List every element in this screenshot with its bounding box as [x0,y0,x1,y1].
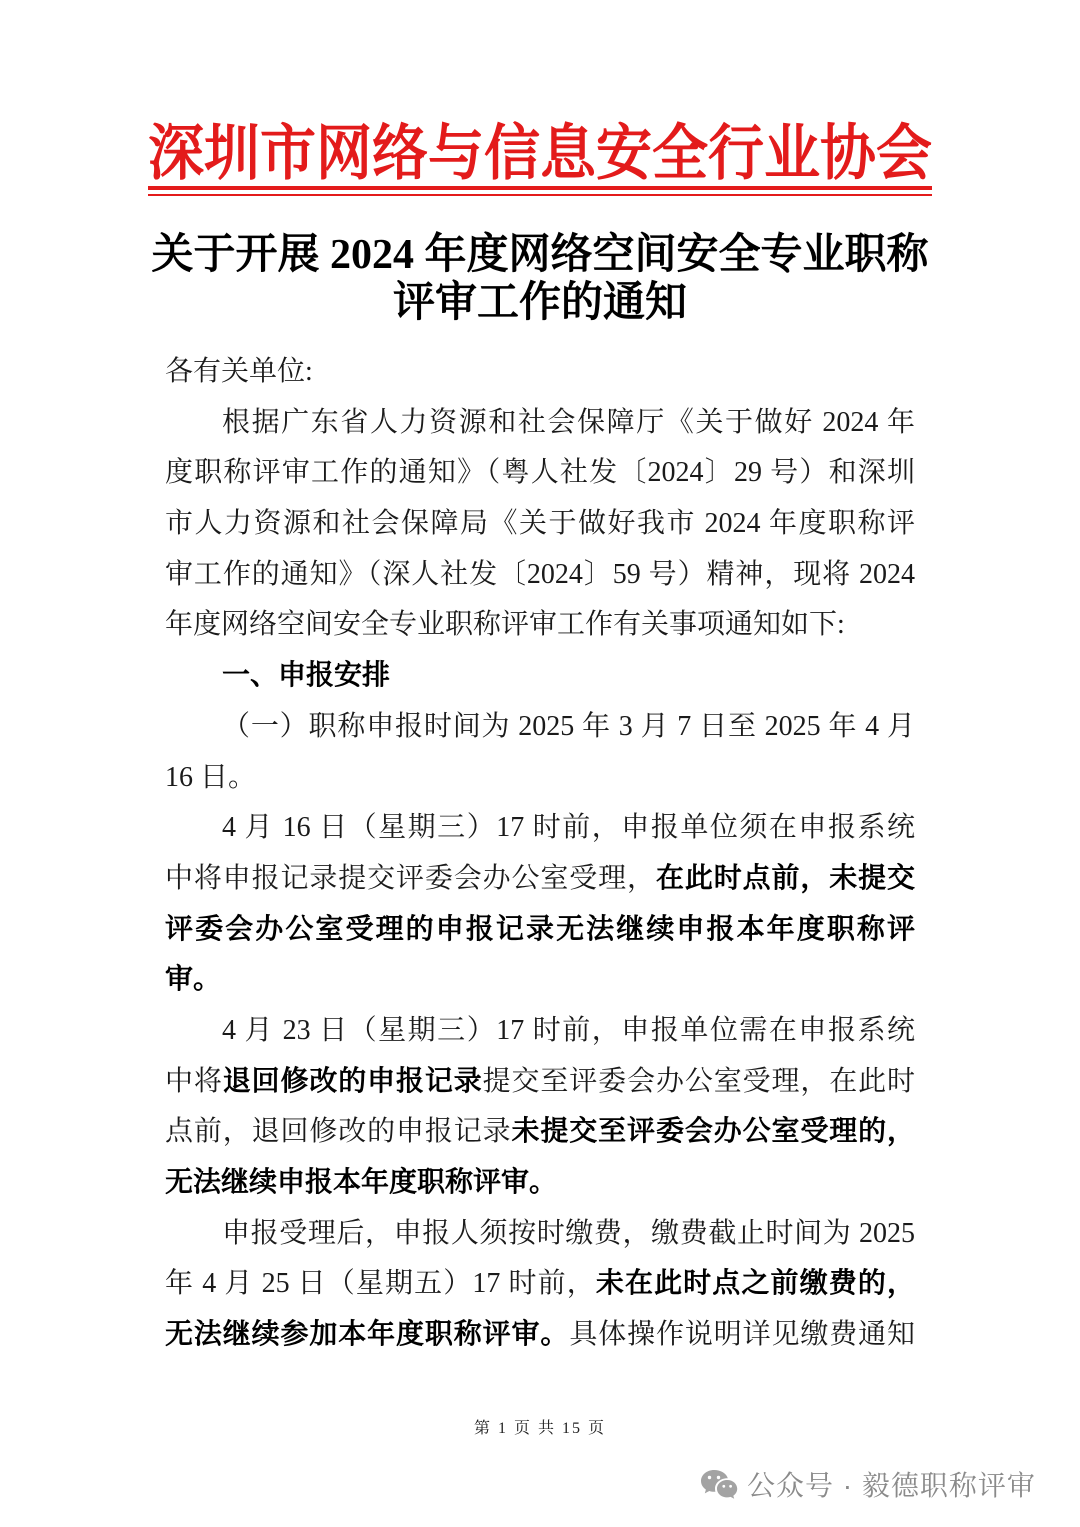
application-period-paragraph [165,702,915,803]
text-line [165,803,915,854]
section-heading: 一、申报安排 [222,660,391,692]
emphasis-text: 未在此时点之前缴费的， [595,1268,915,1300]
notice-body [165,347,915,1361]
resubmission-deadline-paragraph [165,1006,915,1209]
payment-deadline-paragraph [165,1209,915,1361]
text-line [165,1259,915,1310]
letterhead-rule-thin [148,194,932,196]
text-line [165,905,915,956]
text-segment: 中将申报记录提交评委会办公室受理， [165,862,656,894]
notice-title-line: 评审工作的通知 [392,280,687,326]
organization-name: 深圳市网络与信息安全行业协会 [148,118,932,187]
submission-deadline-paragraph [165,803,915,1006]
notice-title [0,231,1080,327]
letterhead-rule-thick [148,186,932,190]
text-line: 根据广东省人力资源和社会保障厅《关于做好 2024 年 [222,406,915,438]
salutation: 各有关单位: [165,356,313,387]
text-line: （一）职称申报时间为 2025 年 3 月 7 日至 2025 年 4 月 [222,710,915,742]
text-line [165,1107,915,1158]
text-line [165,854,915,905]
text-line: 年度网络空间安全专业职称评审工作有关事项通知如下: [165,609,845,641]
text-line [165,955,915,1006]
text-line: 度职称评审工作的通知》（粤人社发〔2024〕29 号）和深圳 [165,457,915,489]
text-segment: 中将 [165,1065,223,1097]
text-line [165,1209,915,1260]
emphasis-text: 审。 [165,964,222,996]
emphasis-text: 评委会办公室受理的申报记录无法继续申报本年度职称评 [165,913,915,945]
text-line [165,1158,915,1209]
text-line [165,1057,915,1108]
notice-title-line: 关于开展 2024 年度网络空间安全专业职称 [151,232,929,278]
text-segment: 提交至评委会办公室受理，在此时 [482,1065,915,1097]
text-line: 16 日。 [165,761,257,793]
wechat-watermark [700,1464,1036,1504]
wechat-icon [700,1468,738,1501]
emphasis-text: 未提交至评委会办公室受理的， [511,1116,915,1148]
text-segment: 年 4 月 25 日（星期五）17 时前， [165,1268,596,1300]
text-line [165,1006,915,1057]
watermark-text: 公众号 · 毅德职称评审 [747,1470,1036,1501]
text-segment: 4 月 23 日（星期三）17 时前，申报单位需在申报系统 [222,1014,915,1046]
emphasis-text: 在此时点前，未提交 [655,862,915,894]
intro-paragraph [165,398,915,651]
text-line: 市人力资源和社会保障局《关于做好我市 2024 年度职称评 [165,508,915,540]
page-number: 第 1 页 共 15 页 [473,1420,606,1437]
text-line [165,1310,915,1361]
text-line: 审工作的通知》（深人社发〔2024〕59 号）精神，现将 2024 [165,558,915,590]
text-segment: 具体操作说明详见缴费通知 [569,1319,915,1351]
text-segment: 申报受理后，申报人须按时缴费，缴费截止时间为 2025 [222,1217,915,1249]
text-segment: 4 月 16 日（星期三）17 时前，申报单位须在申报系统 [222,812,915,844]
text-segment: 点前，退回修改的申报记录 [165,1116,512,1148]
emphasis-text: 无法继续参加本年度职称评审。 [165,1319,570,1351]
emphasis-text: 无法继续申报本年度职称评审。 [165,1167,558,1198]
emphasis-text: 退回修改的申报记录 [222,1065,483,1097]
